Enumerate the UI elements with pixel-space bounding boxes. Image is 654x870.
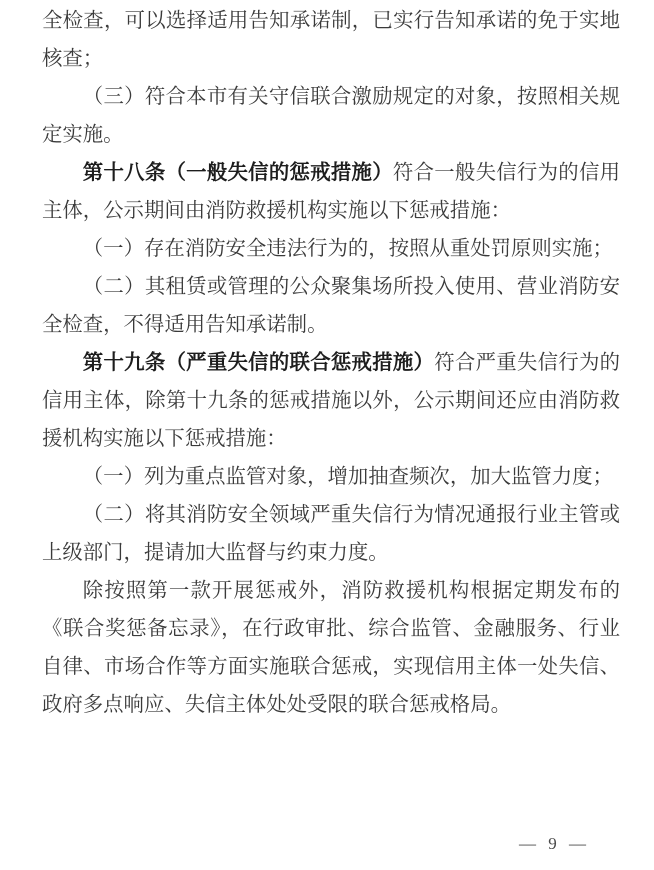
paragraph-article-19-item-1: （一）列为重点监管对象，增加抽查频次，加大监管力度；: [82, 466, 613, 488]
paragraph-article-18-item-2: （二）其租赁或管理的公众聚集场所投入使用、营业消防安全检查，不得适用告知承诺制。: [42, 276, 620, 336]
paragraph-article-19-item-2: （二）将其消防安全领域严重失信行为情况通报行业主管或上级部门，提请加大监督与约束力度。: [42, 504, 620, 564]
article-19-heading: 第十九条（严重失信的联合惩戒措施）: [82, 352, 435, 374]
article-18-body: 符合一般失信行为的信用主体，公示期间由消防救援机构实施以下惩戒措施：: [42, 162, 621, 222]
paragraph-article-18-item-1: （一）存在消防安全违法行为的，按照从重处罚原则实施；: [82, 238, 613, 260]
document-body: [42, 2, 620, 724]
paragraph-joint-punishment: 除按照第一款开展惩戒外，消防救援机构根据定期发布的《联合奖惩备忘录》，在行政审批、综合监管、金融服务、行业自律、市场合作等方面实施联合惩戒，实现信用主体一处失信、政府多点响应、失信主体处处受限的联合惩戒格局。: [42, 580, 620, 716]
paragraph-continuation: 全检查，可以选择适用告知承诺制，已实行告知承诺的免于实地核查；: [42, 10, 620, 70]
page-number: — 9 —: [519, 834, 590, 853]
paragraph-clause-3: （三）符合本市有关守信联合激励规定的对象，按照相关规定实施。: [42, 86, 620, 146]
article-18-heading: 第十八条（一般失信的惩戒措施）: [82, 162, 393, 184]
paragraph-article-19: [42, 344, 620, 458]
article-19-body: 符合严重失信行为的信用主体，除第十九条的惩戒措施以外，公示期间还应由消防救援机构实施以下惩戒措施：: [42, 352, 621, 450]
paragraph-article-18: [42, 154, 620, 230]
